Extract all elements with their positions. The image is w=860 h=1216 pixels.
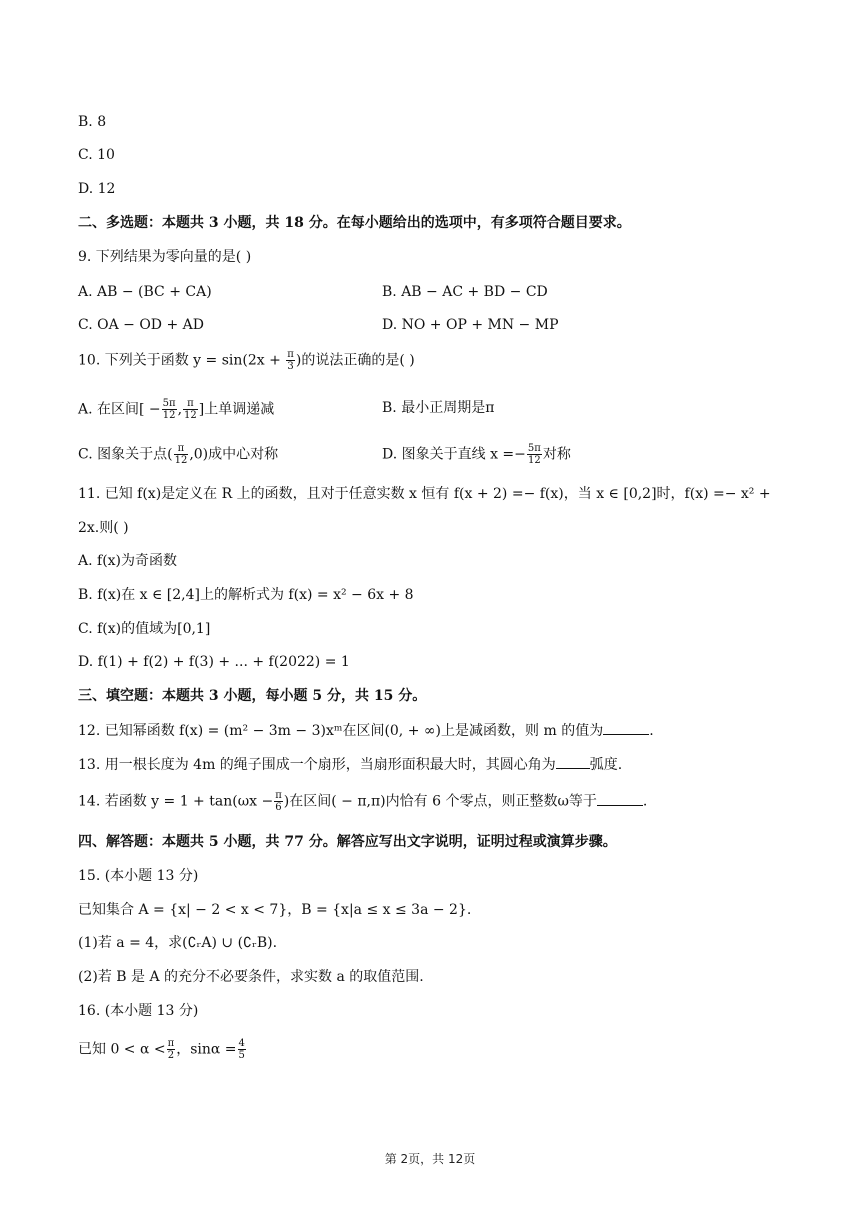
q11-option-b: B. f(x)在 x ∈ [2,4]上的解析式为 f(x) = x² − 6x + 8: [78, 587, 414, 603]
q9-option-b: B. AB − AC + BD − CD: [382, 284, 548, 300]
section-heading-fill-blank: 三、填空题：本题共 3 小题，每小题 5 分，共 15 分。: [78, 688, 427, 704]
q12: 12. 已知幂函数 f(x) = (m² − 3m − 3)xᵐ在区间(0, + ∞)上是减函数，则 m 的值为 .: [78, 720, 654, 741]
q10-option-b: B. 最小正周期是π: [382, 400, 495, 416]
q11-option-c: C. f(x)的值域为[0,1]: [78, 621, 211, 637]
q15-part1: (1)若 a = 4，求(∁ᵣA) ∪ (∁ᵣB).: [78, 935, 278, 951]
q13: 13. 用一根长度为 4m 的绳子围成一个扇形，当扇形面积最大时，其圆心角为 弧度.: [78, 754, 622, 775]
q10-option-a: A. 在区间[ − $\frac{5\pi}{12}$ , $\frac{\pi}{12}$ ]上单调递减: [78, 398, 275, 421]
q15-given: 已知集合 A = {x| − 2 < x < 7}，B = {x|a ≤ x ≤ 3a − 2}.: [78, 902, 472, 918]
q14: 14. 若函数 y = 1 + tan(ωx − $\frac{\pi}{6}$ )在区间( − π,π)内恰有 6 个零点，则正整数ω等于 .: [78, 790, 648, 813]
q10-option-c: C. 图象关于点( $\frac{\pi}{12}$ ,0)成中心对称: [78, 443, 279, 466]
q12-answer-blank: [603, 720, 649, 735]
option-b-prev: B. 8: [78, 114, 107, 130]
q9-stem: 9. 下列结果为零向量的是( ): [78, 249, 252, 265]
q15-part2: (2)若 B 是 A 的充分不必要条件，求实数 a 的取值范围.: [78, 969, 424, 985]
q10-option-d: D. 图象关于直线 x =− $\frac{5\pi}{12}$ 对称: [382, 443, 571, 466]
option-c-prev: C. 10: [78, 147, 115, 163]
q9-option-d: D. NO + OP + MN − MP: [382, 317, 559, 333]
q9-option-c: C. OA − OD + AD: [78, 317, 204, 333]
q9-option-a: A. AB − (BC + CA): [78, 284, 212, 300]
q16-given: 已知 0 < α < $\frac{\pi}{2}$ ，sinα = $\frac{4}{5}$: [78, 1038, 245, 1061]
q11-option-d: D. f(1) + f(2) + f(3) + ... + f(2022) = 1: [78, 654, 350, 670]
page-footer: 第 2页，共 12页: [384, 1152, 476, 1166]
option-d-prev: D. 12: [78, 181, 116, 197]
q16-title: 16. (本小题 13 分): [78, 1003, 199, 1019]
q13-answer-blank: [556, 754, 590, 769]
section-heading-multi-choice: 二、多选题：本题共 3 小题，共 18 分。在每小题给出的选项中，有多项符合题目要求。: [78, 215, 631, 231]
section-heading-solutions: 四、解答题：本题共 5 小题，共 77 分。解答应写出文字说明，证明过程或演算步骤。: [78, 834, 617, 850]
q15-title: 15. (本小题 13 分): [78, 868, 199, 884]
q11-option-a: A. f(x)为奇函数: [78, 553, 178, 569]
q10-stem: 10. 下列关于函数 y = sin(2x + $\frac{\pi}{3}$ )的说法正确的是( ): [78, 349, 415, 372]
q11-stem-line2: 2x.则( ): [78, 520, 129, 536]
q11-stem-line1: 11. 已知 f(x)是定义在 R 上的函数，且对于任意实数 x 恒有 f(x + 2) =− f(x)，当 x ∈ [0,2]时，f(x) =− x² +: [78, 486, 771, 502]
q14-answer-blank: [597, 791, 643, 806]
